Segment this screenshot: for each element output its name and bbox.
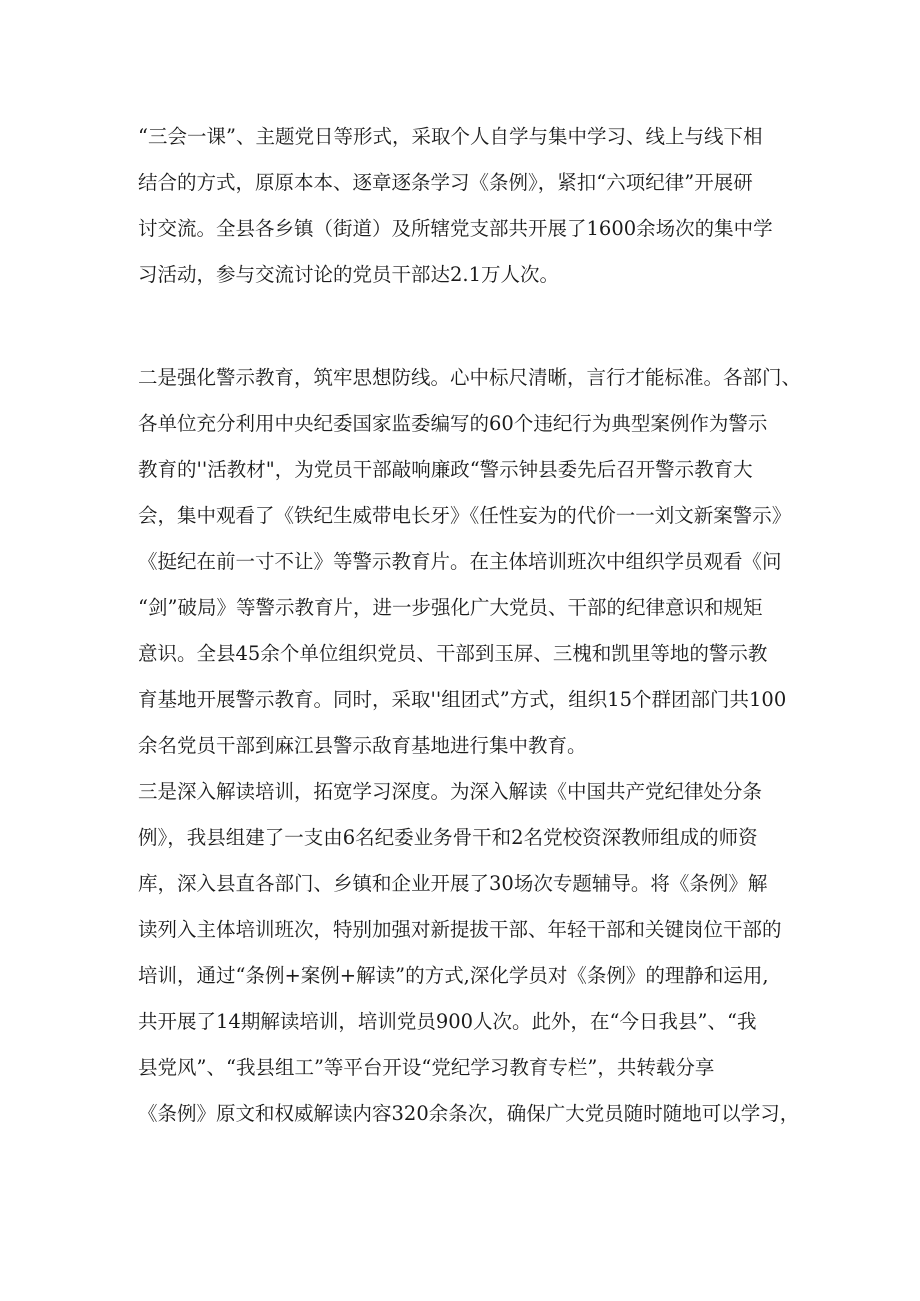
text-line: 共开展了14期解读培训，培训党员900人次。此外，在“今日我县”、“我 [138,1010,757,1033]
text-line: 例》，我县组建了一支由6名纪委业务骨干和2名党校资深教师组成的师资 [138,826,758,849]
text-line: 《挺纪在前一寸不让》等警示教育片。在主体培训班次中组织学员观看《问 [138,550,782,573]
text-line: 余名党员干部到麻江县警示敌育基地进行集中教育。 [138,734,587,757]
text-line: “三会一课”、主题党日等形式，采取个人自学与集中学习、线上与线下相 [138,125,763,148]
text-line: “剑”破局》等警示教育片，进一步强化广大党员、干部的纪律意识和规矩 [138,596,763,619]
text-line: 库，深入县直各部门、乡镇和企业开展了30场次专题辅导。将《条例》解 [138,872,768,895]
text-line: 二是强化警示教育，筑牢思想防线。心中标尺清晰，言行才能标准。各部门、 [138,366,802,389]
text-line: 会，集中观看了《铁纪生威带电长牙》《任性妄为的代价一一刘文新案警示》 [138,504,792,527]
text-line: 讨交流。全县各乡镇（街道）及所辖党支部共开展了1600余场次的集中学 [138,217,773,240]
text-line: 三是深入解读培训，拓宽学习深度。为深入解读《中国共产党纪律处分条 [138,780,763,803]
paragraph-warning-education [138,355,802,769]
text-line: 各单位充分利用中央纪委国家监委编写的60个违纪行为典型案例作为警示 [138,412,768,435]
text-line: 意识。全县45余个单位组织党员、干部到玉屏、三槐和凯里等地的警示教 [138,642,768,665]
text-line: 县党风”、“我县组工”等平台开设“党纪学习教育专栏”，共转载分享 [138,1056,715,1079]
text-line: 读列入主体培训班次，特别加强对新提拔干部、年轻干部和关键岗位干部的 [138,918,782,941]
paragraph-interpretation-training [138,769,798,1137]
text-line: 培训，通过“条例+案例+解读”的方式,深化学员对《条例》的理静和运用, [138,964,769,987]
text-line: 教育的''活教材"，为党员干部敲响廉政“警示钟县委先后召开警示教育大 [138,458,753,481]
text-line: 习活动，参与交流讨论的党员干部达2.1万人次。 [138,263,560,286]
text-line: 育基地开展警示教育。同时，采取''组团式”方式，组织15个群团部门共100 [138,688,787,711]
paragraph-study-activities [138,114,798,298]
text-line: 结合的方式，原原本本、逐章逐条学习《条例》，紧扣“六项纪律”开展研 [138,171,753,194]
text-line: 《条例》原文和权威解读内容320余条次，确保广大党员随时随地可以学习， [138,1102,800,1125]
